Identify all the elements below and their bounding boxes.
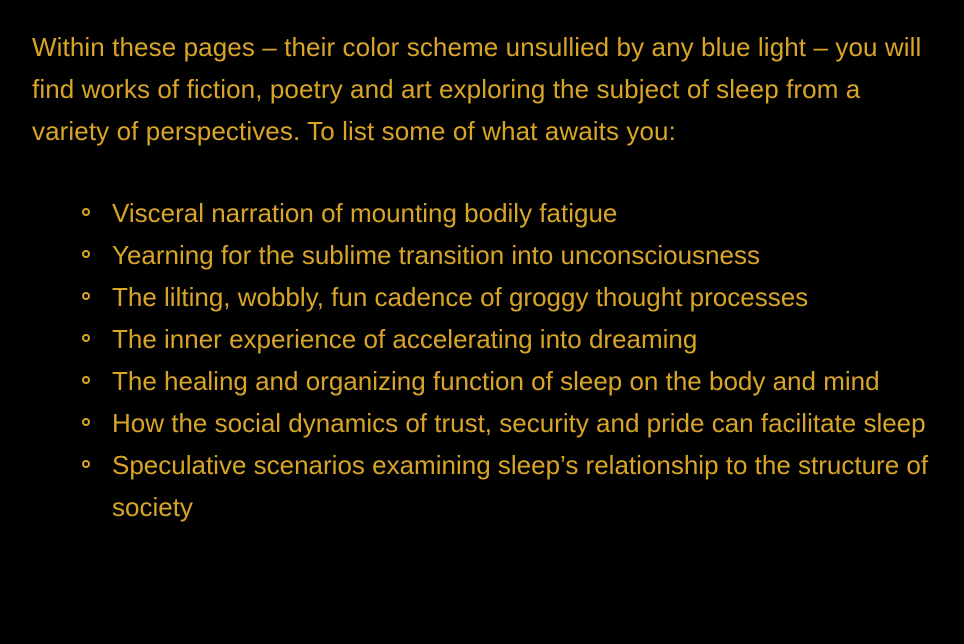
list-item — [112, 234, 932, 276]
intro-paragraph: Within these pages – their color scheme unsullied by any blue light – you will find works of fiction, poetry and art exploring the subject of sleep from a variety of perspectives. To list some of what awaits you: — [32, 32, 922, 146]
list-item — [112, 276, 932, 318]
bullet-icon — [82, 334, 90, 342]
bullet-icon — [82, 376, 90, 384]
list-item — [112, 360, 932, 402]
list-item-text: The inner experience of accelerating into dreaming — [112, 324, 698, 354]
bullet-icon — [82, 460, 90, 468]
list-item-text: Speculative scenarios examining sleep’s relationship to the structure of society — [112, 450, 929, 522]
bullet-icon — [82, 418, 90, 426]
article-body — [32, 26, 932, 528]
bullet-icon — [82, 250, 90, 258]
list-item — [112, 444, 932, 528]
list-item-text: How the social dynamics of trust, security and pride can facilitate sleep — [112, 408, 926, 438]
list-item — [112, 318, 932, 360]
topics-list — [32, 192, 932, 528]
list-item-text: Visceral narration of mounting bodily fatigue — [112, 198, 618, 228]
list-item-text: The healing and organizing function of sleep on the body and mind — [112, 366, 880, 396]
bullet-icon — [82, 208, 90, 216]
list-item — [112, 192, 932, 234]
bullet-icon — [82, 292, 90, 300]
list-item — [112, 402, 932, 444]
list-item-text: Yearning for the sublime transition into unconsciousness — [112, 240, 760, 270]
list-item-text: The lilting, wobbly, fun cadence of groggy thought processes — [112, 282, 809, 312]
